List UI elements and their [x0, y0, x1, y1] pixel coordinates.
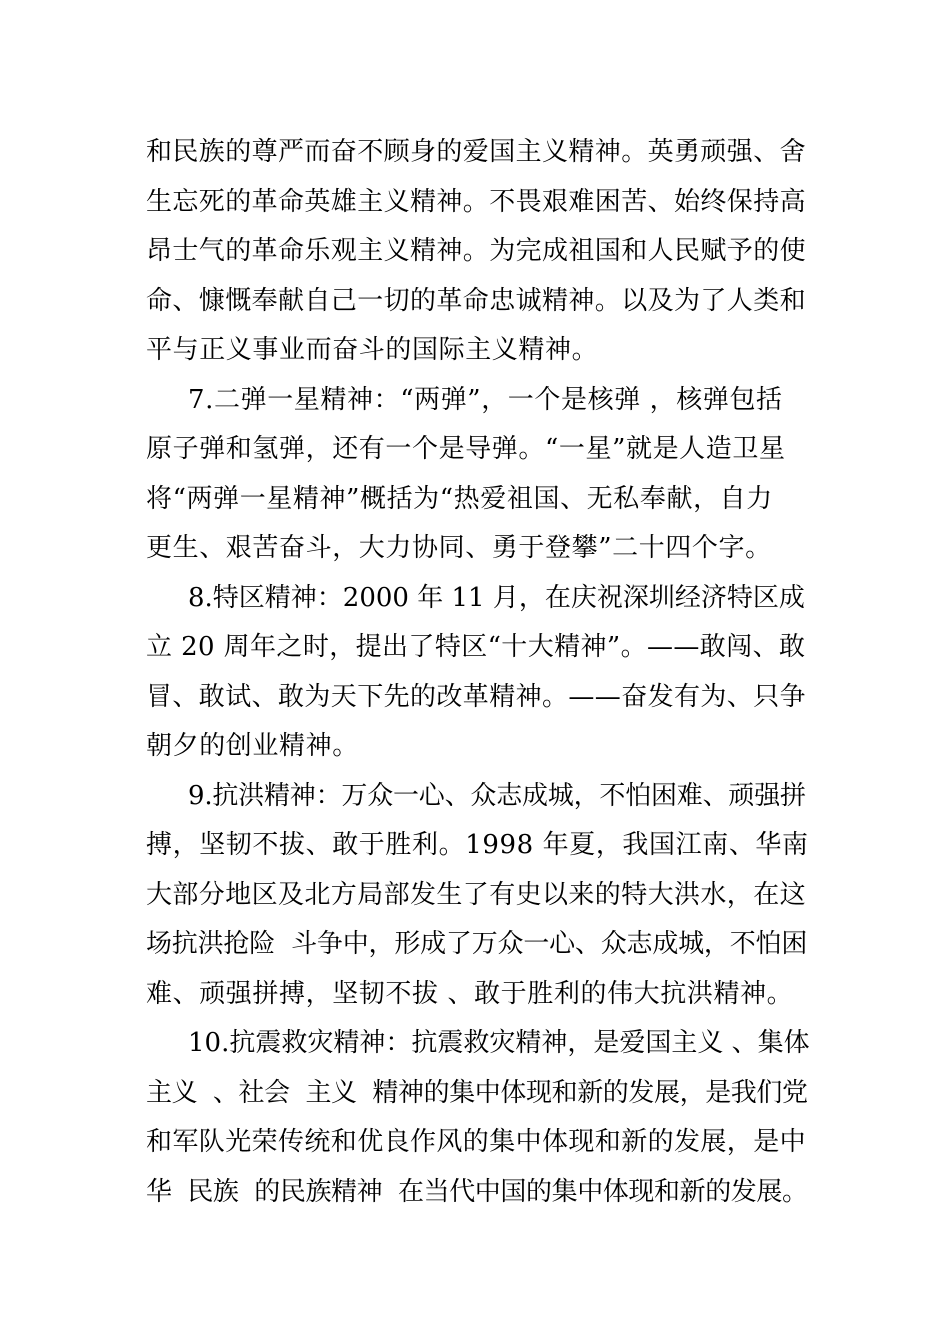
- text-line: 更生、艰苦奋斗，大力协同、勇于登攀”二十四个字。: [146, 533, 772, 563]
- text-line: 和军队光荣传统和优良作风的集中体现和新的发展，是中: [146, 1127, 807, 1157]
- paragraph-first-line: 7.二弹一星精神：“两弹”，一个是核弹 ，核弹包括: [188, 384, 783, 415]
- paragraph-first-line: 9.抗洪精神：万众一心、众志成城，不怕困难、顽强拼: [188, 780, 806, 811]
- text-line: 搏，坚韧不拔、敢于胜利。1998 年夏，我国江南、华南: [146, 830, 809, 860]
- text-line: 冒、敢试、敢为天下先的改革精神。——奋发有为、只争: [146, 681, 807, 712]
- text-line: 命、慷慨奉献自己一切的革命忠诚精神。以及为了人类和: [146, 285, 807, 316]
- paragraph-first-line: 8.特区精神：2000 年 11 月，在庆祝深圳经济特区成: [188, 582, 805, 613]
- text-line: 难、顽强拼搏，坚韧不拔 、敢于胜利的伟大抗洪精神。: [146, 978, 794, 1009]
- text-line: 原子弹和氢弹，还有一个是导弹。“一星”就是人造卫星: [146, 434, 786, 464]
- text-line: 华 民族 的民族精神 在当代中国的集中体现和新的发展。: [146, 1176, 808, 1207]
- text-line: 朝夕的创业精神。: [146, 731, 359, 761]
- text-line: 将“两弹一星精神”概括为“热爱祖国、无私奉献，自力: [146, 483, 773, 514]
- text-line: 立 20 周年之时，提出了特区“十大精神”。——敢闯、敢: [146, 632, 806, 662]
- paragraph-first-line: 10.抗震救灾精神：抗震救灾精神，是爱国主义 、集体: [188, 1028, 810, 1058]
- text-line: 场抗洪抢险 斗争中，形成了万众一心、众志成城，不怕困: [146, 929, 808, 959]
- document-body: [146, 128, 810, 1217]
- text-line: 和民族的尊严而奋不顾身的爱国主义精神。英勇顽强、舍: [146, 137, 807, 167]
- text-line: 平与正义事业而奋斗的国际主义精神。: [146, 335, 599, 365]
- text-line: 生忘死的革命英雄主义精神。不畏艰难困苦、始终保持高: [146, 186, 807, 217]
- text-line: 主义 、社会 主义 精神的集中体现和新的发展，是我们党: [146, 1077, 808, 1108]
- text-line: 昂士气的革命乐观主义精神。为完成祖国和人民赋予的使: [146, 236, 807, 266]
- text-line: 大部分地区及北方局部发生了有史以来的特大洪水，在这: [146, 879, 807, 910]
